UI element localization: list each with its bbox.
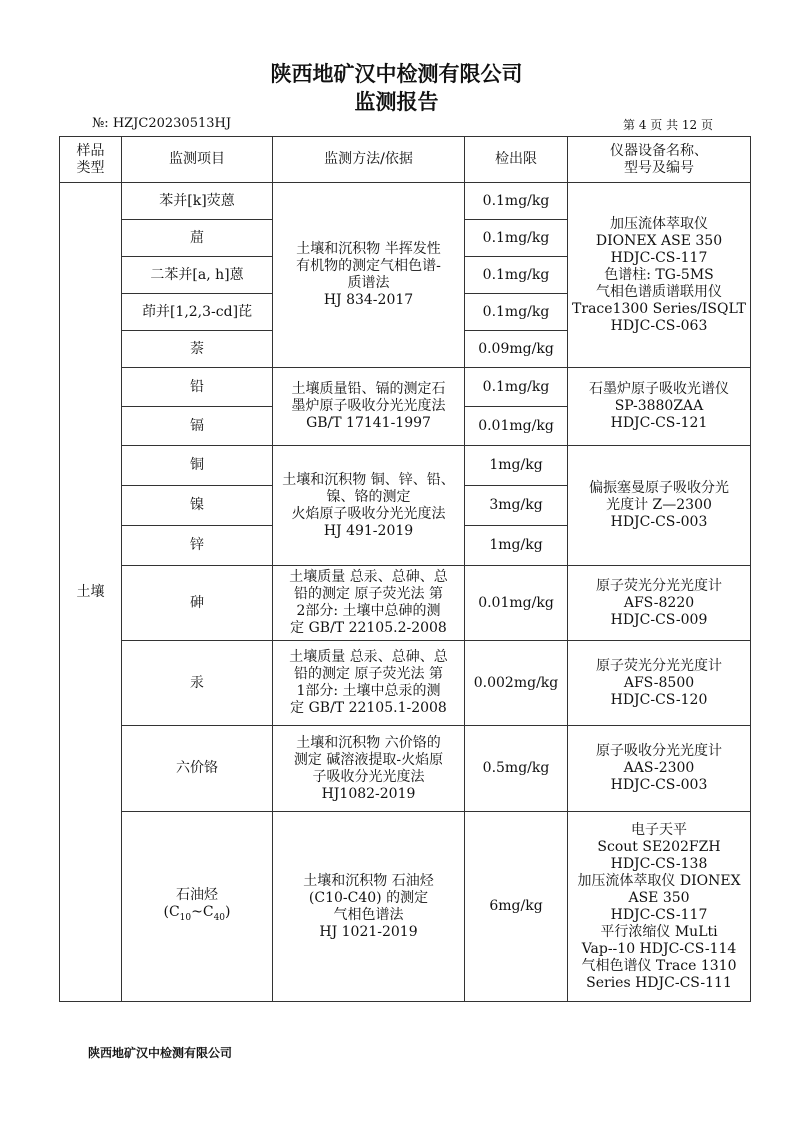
table-row — [60, 566, 751, 641]
method-cell: 土壤和沉积物 六价铬的 测定 碱溶液提取-火焰原 子吸收分光光度法 HJ1082-2019 — [273, 726, 465, 812]
item-cell: 铜 — [122, 446, 273, 486]
table-row — [60, 446, 751, 486]
carbon-range: $(C_{10}\sim C_{40})$ — [163, 903, 231, 923]
footer-company: 陕西地矿汉中检测有限公司 — [88, 1046, 233, 1060]
limit-cell: 1mg/kg — [465, 526, 568, 566]
instrument-cell: 偏振塞曼原子吸收分光 光度计 Z—2300 HDJC-CS-003 — [568, 446, 751, 566]
instrument-cell: 电子天平 Scout SE202FZH HDJC-CS-138 加压流体萃取仪 DIONEX ASE 350 HDJC-CS-117 平行浓缩仪 MuLti Vap--10 HDJC-CS-114 气相色谱仪 Trace 1310 Series HDJC-CS-111 — [568, 812, 751, 1002]
limit-cell: 0.01mg/kg — [465, 566, 568, 641]
instrument-cell: 原子荧光分光光度计 AFS-8500 HDJC-CS-120 — [568, 641, 751, 726]
instrument-cell: 原子荧光分光光度计 AFS-8220 HDJC-CS-009 — [568, 566, 751, 641]
instrument-cell: 加压流体萃取仪 DIONEX ASE 350 HDJC-CS-117 色谱柱: TG-5MS 气相色谱质谱联用仪 Trace1300 Series/ISQLT HDJC-CS-063 — [568, 183, 751, 368]
header-method: 监测方法/依据 — [273, 137, 465, 183]
method-cell: 土壤质量 总汞、总砷、总 铅的测定 原子荧光法 第 1部分: 土壤中总汞的测 定 GB/T 22105.1-2008 — [273, 641, 465, 726]
item-name: 石油烃 — [176, 886, 218, 903]
item-cell: 苯并[k]荧蒽 — [122, 183, 273, 220]
item-cell: 六价铬 — [122, 726, 273, 812]
method-cell: 土壤和沉积物 石油烃 (C10-C40) 的测定 气相色谱法 HJ 1021-2019 — [273, 812, 465, 1002]
item-cell: 茚并[1,2,3-cd]芘 — [122, 294, 273, 331]
method-cell: 土壤质量铅、镉的测定石 墨炉原子吸收分光光度法 GB/T 17141-1997 — [273, 368, 465, 446]
item-cell: 䓛 — [122, 220, 273, 257]
table-row — [60, 726, 751, 812]
report-title: 监测报告 — [354, 90, 439, 114]
method-cell: 土壤质量 总汞、总砷、总 铅的测定 原子荧光法 第 2部分: 土壤中总砷的测 定 GB/T 22105.2-2008 — [273, 566, 465, 641]
item-cell: 砷 — [122, 566, 273, 641]
table-row — [60, 368, 751, 407]
header-sample-type: 样品 类型 — [60, 137, 122, 183]
header-limit: 检出限 — [465, 137, 568, 183]
limit-cell: 0.1mg/kg — [465, 220, 568, 257]
header-instrument: 仪器设备名称、 型号及编号 — [568, 137, 751, 183]
limit-cell: 0.1mg/kg — [465, 294, 568, 331]
table-row — [60, 641, 751, 726]
limit-cell: 0.5mg/kg — [465, 726, 568, 812]
item-cell: 二苯并[a, h]蒽 — [122, 257, 273, 294]
item-cell: 镉 — [122, 407, 273, 446]
limit-cell: 0.01mg/kg — [465, 407, 568, 446]
page-info: 第 4 页 共 12 页 — [623, 118, 713, 132]
limit-cell: 0.09mg/kg — [465, 331, 568, 368]
item-cell: 镍 — [122, 486, 273, 526]
instrument-cell: 石墨炉原子吸收光谱仪 SP-3880ZAA HDJC-CS-121 — [568, 368, 751, 446]
item-cell — [122, 812, 273, 1002]
report-number: №: HZJC20230513HJ — [92, 116, 232, 131]
method-cell: 土壤和沉积物 半挥发性 有机物的测定气相色谱- 质谱法 HJ 834-2017 — [273, 183, 465, 368]
item-cell: 萘 — [122, 331, 273, 368]
limit-cell: 0.1mg/kg — [465, 257, 568, 294]
monitoring-table — [59, 136, 751, 1002]
item-cell: 锌 — [122, 526, 273, 566]
table-row — [60, 812, 751, 1002]
limit-cell: 6mg/kg — [465, 812, 568, 1002]
limit-cell: 0.002mg/kg — [465, 641, 568, 726]
method-cell: 土壤和沉积物 铜、锌、铅、 镍、铬的测定 火焰原子吸收分光光度法 HJ 491-2019 — [273, 446, 465, 566]
sample-type-cell: 土壤 — [60, 183, 122, 1002]
table-row — [60, 183, 751, 220]
limit-cell: 1mg/kg — [465, 446, 568, 486]
limit-cell: 0.1mg/kg — [465, 183, 568, 220]
company-title: 陕西地矿汉中检测有限公司 — [270, 62, 523, 86]
table-header-row — [60, 137, 751, 183]
header-item: 监测项目 — [122, 137, 273, 183]
instrument-cell: 原子吸收分光光度计 AAS-2300 HDJC-CS-003 — [568, 726, 751, 812]
limit-cell: 0.1mg/kg — [465, 368, 568, 407]
item-cell: 铅 — [122, 368, 273, 407]
limit-cell: 3mg/kg — [465, 486, 568, 526]
item-cell: 汞 — [122, 641, 273, 726]
